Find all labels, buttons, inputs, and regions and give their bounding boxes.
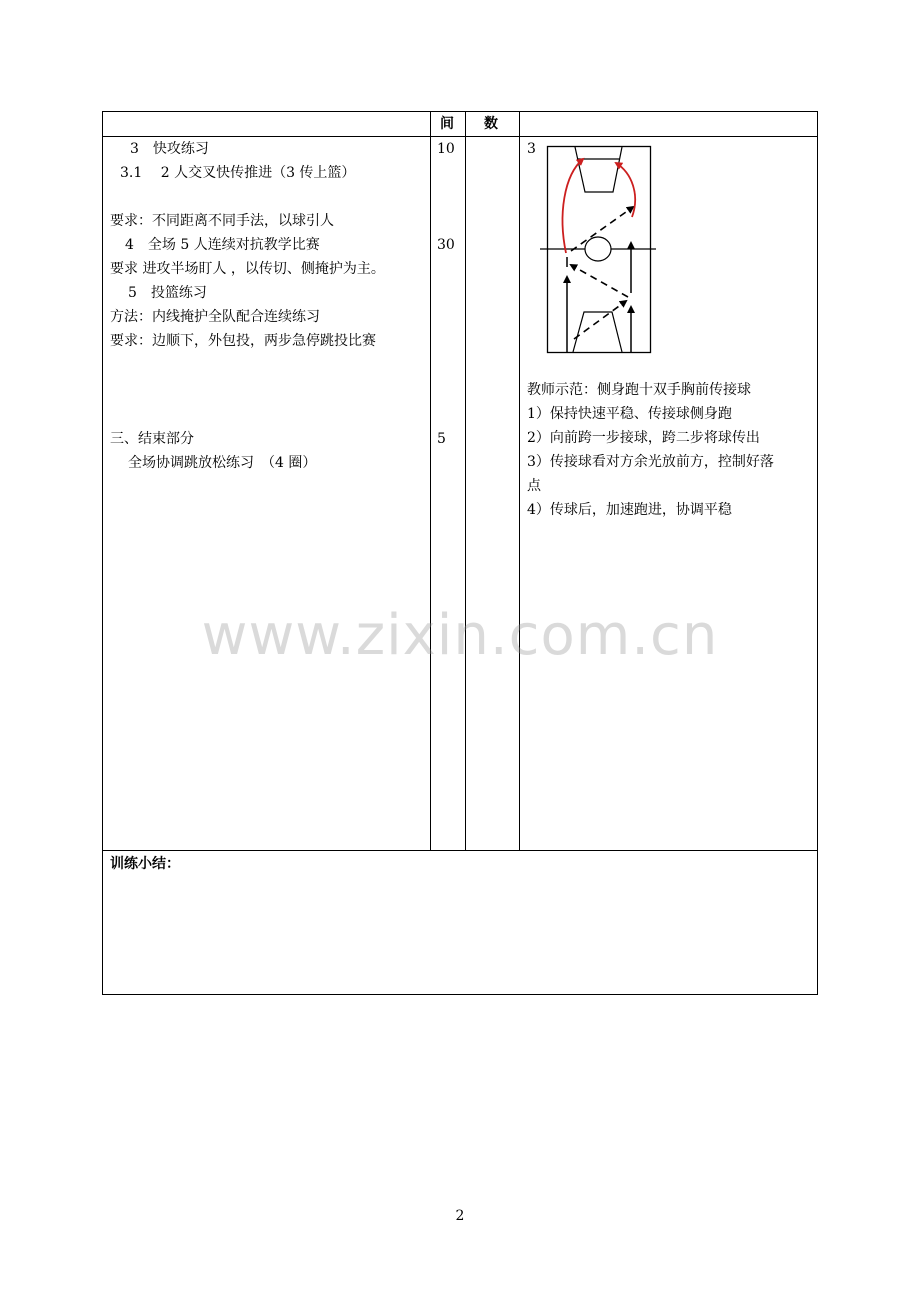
header-row-divider — [102, 136, 818, 137]
scrimmage-heading: 4 全场 5 人连续对抗教学比赛 — [125, 237, 320, 253]
column-divider-3 — [519, 111, 520, 851]
shooting-requirement: 要求：边顺下，外包投，两步急停跳投比赛 — [110, 333, 376, 349]
teacher-demo-point-2: 2）向前跨一步接球，跨二步将球传出 — [527, 430, 760, 446]
fast-break-requirement: 要求：不同距离不同手法，以球引人 — [110, 213, 334, 229]
table-border-top — [102, 111, 818, 112]
time-value-ending: 5 — [437, 431, 446, 447]
summary-row-divider — [102, 850, 818, 851]
fast-break-heading: 3 快攻练习 — [130, 141, 209, 157]
teacher-demo-point-1: 1）保持快速平稳、传接球侧身跑 — [527, 406, 732, 422]
center-circle — [585, 237, 611, 261]
pass-arrow-2 — [571, 265, 628, 297]
table-border-left — [102, 111, 103, 995]
table-border-right — [817, 111, 818, 995]
shooting-method: 方法：内线掩护全队配合连续练习 — [110, 309, 320, 325]
scrimmage-requirement: 要求 进攻半场盯人 ，以传切、侧掩护为主。 — [110, 261, 385, 277]
header-time-label-a: 间 — [440, 116, 454, 132]
header-time-label-b: 数 — [484, 116, 498, 132]
court-diagram — [540, 145, 660, 357]
training-summary-label: 训练小结： — [110, 856, 180, 872]
top-key — [575, 147, 622, 192]
watermark: www.zixin.com.cn — [201, 603, 719, 668]
shooting-heading: 5 投篮练习 — [128, 285, 207, 301]
fast-break-drill: 3.1 2 人交叉快传推进（3 传上篮） — [120, 165, 356, 181]
layup-curve-right — [616, 163, 635, 217]
bottom-key — [573, 312, 622, 352]
teacher-demo-point-4: 4）传球后，加速跑进，协调平稳 — [527, 502, 732, 518]
diagram-number: 3 — [527, 141, 536, 157]
cooldown-drill: 全场协调跳放松练习 （4 圈） — [128, 455, 317, 471]
time-value-fast-break: 10 — [437, 141, 455, 157]
page-number: 2 — [455, 1208, 465, 1224]
layup-curve-left — [563, 159, 583, 253]
time-value-scrimmage: 30 — [437, 237, 455, 253]
column-divider-2 — [465, 111, 466, 851]
column-divider-1 — [430, 111, 431, 851]
table-border-bottom — [102, 994, 818, 995]
teacher-demo-point-3: 3）传接球看对方余光放前方，控制好落 — [527, 454, 774, 470]
ending-section-heading: 三、结束部分 — [110, 431, 194, 447]
teacher-demo-point-3-cont: 点 — [527, 478, 541, 494]
teacher-demo-title: 教师示范：侧身跑十双手胸前传接球 — [527, 382, 751, 398]
